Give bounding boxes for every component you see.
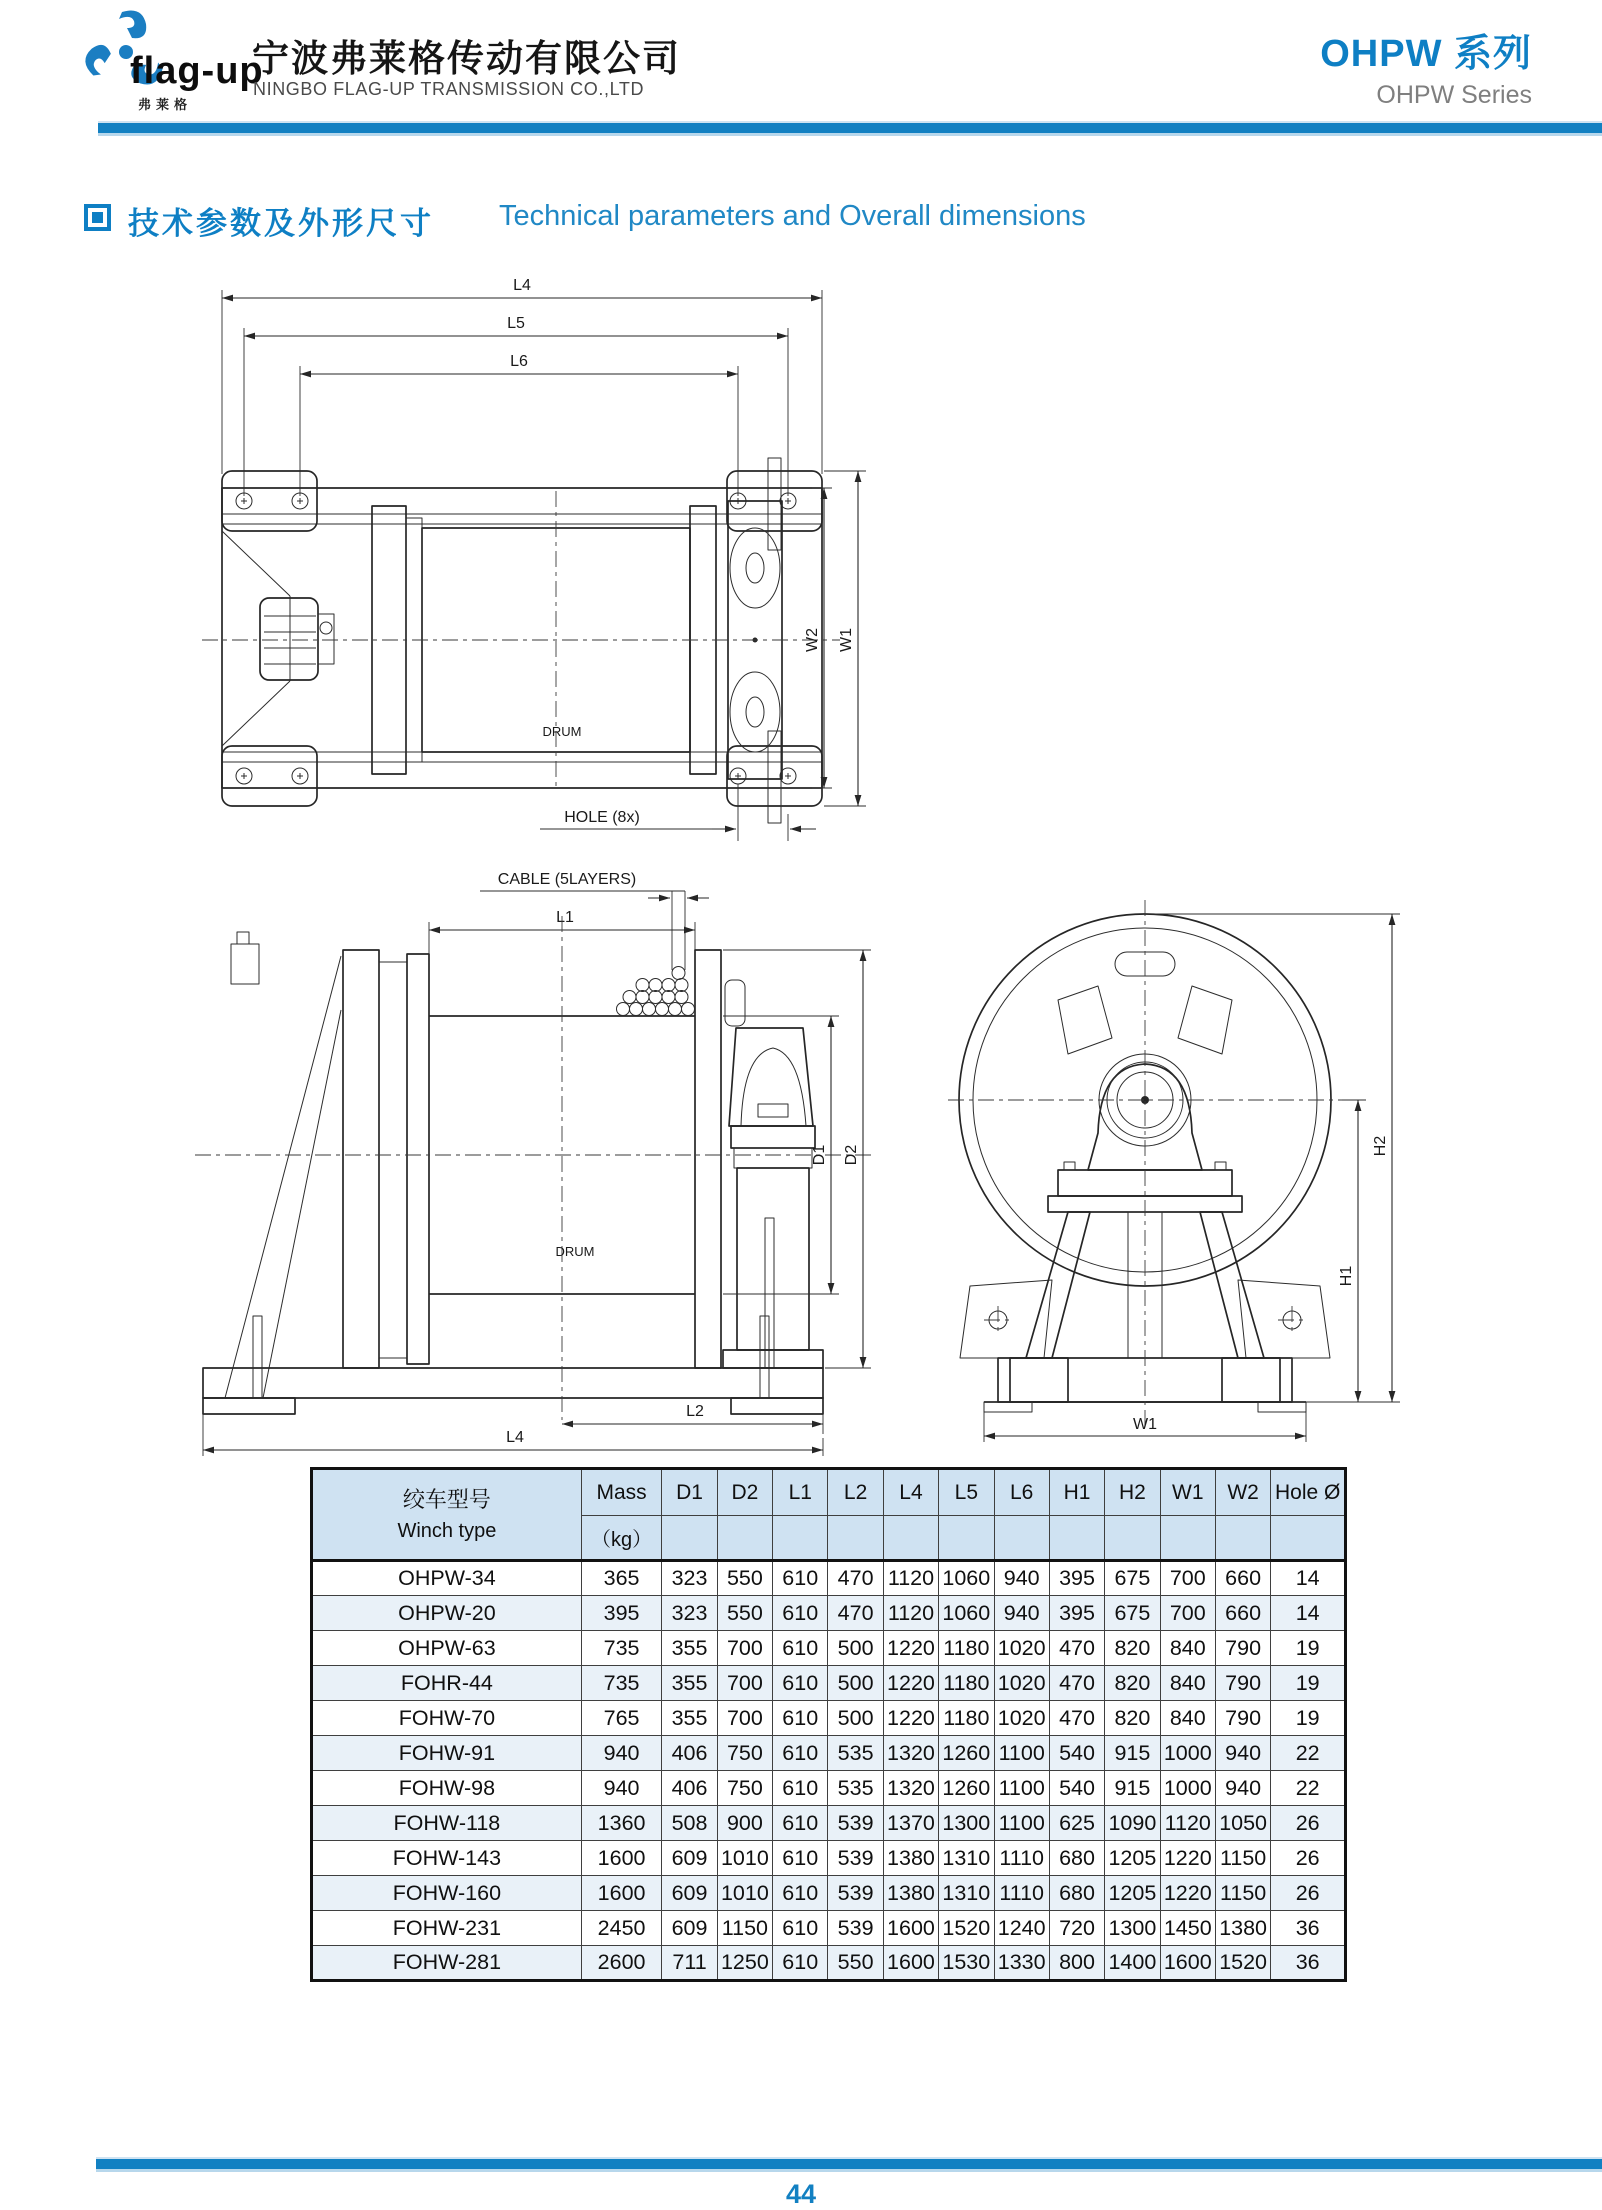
value-cell: 1120	[1160, 1806, 1215, 1841]
winch-type-cell: FOHW-118	[312, 1806, 582, 1841]
value-cell: 470	[828, 1596, 883, 1631]
value-cell: 1120	[883, 1596, 938, 1631]
table-row	[312, 1876, 1346, 1911]
value-cell: 680	[1049, 1841, 1104, 1876]
value-cell: 395	[581, 1596, 662, 1631]
value-cell: 900	[717, 1806, 772, 1841]
value-cell: 406	[662, 1736, 717, 1771]
value-cell: 323	[662, 1596, 717, 1631]
value-cell: 940	[994, 1596, 1049, 1631]
value-cell: 610	[773, 1701, 828, 1736]
value-cell: 1320	[883, 1736, 938, 1771]
dim-label-d1: D1	[811, 1144, 828, 1166]
company-logo	[60, 4, 270, 114]
value-cell: 660	[1215, 1561, 1270, 1596]
company-name-en: NINGBO FLAG-UP TRANSMISSION CO.,LTD	[253, 79, 645, 99]
table-body	[312, 1561, 1346, 1981]
dim-label-l5: L5	[507, 315, 525, 332]
col-header-mass: Mass	[581, 1469, 662, 1516]
table-row	[312, 1841, 1346, 1876]
end-view-height-dims	[1145, 914, 1400, 1402]
value-cell: 915	[1105, 1771, 1160, 1806]
value-cell: 610	[773, 1666, 828, 1701]
value-cell: 1060	[939, 1561, 994, 1596]
value-cell: 1300	[1105, 1911, 1160, 1946]
cable-callout	[480, 871, 709, 970]
value-cell: 1020	[994, 1631, 1049, 1666]
drum-label-side-view: DRUM	[555, 1244, 595, 1259]
logo-wordmark: flag-up	[130, 50, 264, 92]
value-cell: 355	[662, 1701, 717, 1736]
value-cell: 610	[773, 1736, 828, 1771]
value-cell: 26	[1271, 1841, 1346, 1876]
value-cell: 915	[1105, 1736, 1160, 1771]
value-cell: 1150	[1215, 1841, 1270, 1876]
value-cell: 500	[828, 1701, 883, 1736]
winch-type-cell: FOHW-98	[312, 1771, 582, 1806]
header-divider-bar	[98, 121, 1602, 136]
section-bullet-icon	[84, 204, 111, 231]
value-cell: 610	[773, 1911, 828, 1946]
value-cell: 1530	[939, 1946, 994, 1981]
value-cell: 1060	[939, 1596, 994, 1631]
value-cell: 470	[1049, 1666, 1104, 1701]
value-cell: 470	[828, 1561, 883, 1596]
page-number: 44	[785, 2179, 817, 2209]
value-cell: 1600	[1160, 1946, 1215, 1981]
value-cell: 940	[581, 1771, 662, 1806]
value-cell: 940	[581, 1736, 662, 1771]
value-cell: 675	[1105, 1596, 1160, 1631]
dim-label-l4: L4	[513, 277, 531, 294]
value-cell: 820	[1105, 1666, 1160, 1701]
side-view-drawing	[175, 858, 890, 1458]
col-header: D2	[717, 1469, 772, 1516]
col-header: L2	[828, 1469, 883, 1516]
dim-label-h1: H1	[1338, 1265, 1355, 1287]
value-cell: 675	[1105, 1561, 1160, 1596]
value-cell: 1330	[994, 1946, 1049, 1981]
value-cell: 1020	[994, 1666, 1049, 1701]
end-view-width-dim	[984, 1412, 1306, 1442]
dim-label-l4-side: L4	[506, 1429, 524, 1446]
value-cell: 406	[662, 1771, 717, 1806]
drum-label-top-view: DRUM	[542, 724, 582, 739]
value-cell: 539	[828, 1841, 883, 1876]
dim-label-w1-top: W1	[838, 628, 855, 652]
value-cell: 19	[1271, 1666, 1346, 1701]
value-cell: 610	[773, 1806, 828, 1841]
top-view-body	[222, 458, 822, 823]
value-cell: 1100	[994, 1771, 1049, 1806]
winch-type-cell: FOHW-143	[312, 1841, 582, 1876]
value-cell: 1010	[717, 1841, 772, 1876]
col-header: H2	[1105, 1469, 1160, 1516]
winch-type-header-cn: 绞车型号	[402, 1487, 491, 1512]
value-cell: 1220	[883, 1701, 938, 1736]
value-cell: 470	[1049, 1631, 1104, 1666]
table-row	[312, 1596, 1346, 1631]
value-cell: 1360	[581, 1806, 662, 1841]
value-cell: 765	[581, 1701, 662, 1736]
winch-type-cell: FOHW-281	[312, 1946, 582, 1981]
table-row	[312, 1771, 1346, 1806]
value-cell: 1250	[717, 1946, 772, 1981]
value-cell: 550	[717, 1596, 772, 1631]
value-cell: 1380	[1215, 1911, 1270, 1946]
logo-subtext: 弗莱格	[138, 97, 193, 112]
value-cell: 1150	[717, 1911, 772, 1946]
value-cell: 19	[1271, 1701, 1346, 1736]
value-cell: 1100	[994, 1806, 1049, 1841]
value-cell: 355	[662, 1666, 717, 1701]
value-cell: 1110	[994, 1841, 1049, 1876]
cable-stack	[617, 967, 695, 1016]
winch-type-cell: OHPW-20	[312, 1596, 582, 1631]
value-cell: 1110	[994, 1876, 1049, 1911]
value-cell: 36	[1271, 1946, 1346, 1981]
value-cell: 1220	[1160, 1876, 1215, 1911]
value-cell: 2450	[581, 1911, 662, 1946]
value-cell: 700	[717, 1631, 772, 1666]
side-view-length-dims	[203, 1403, 823, 1456]
value-cell: 625	[1049, 1806, 1104, 1841]
winch-type-cell: FOHR-44	[312, 1666, 582, 1701]
col-header: D1	[662, 1469, 717, 1516]
value-cell: 395	[1049, 1561, 1104, 1596]
value-cell: 800	[1049, 1946, 1104, 1981]
value-cell: 323	[662, 1561, 717, 1596]
value-cell: 14	[1271, 1596, 1346, 1631]
footer-divider-bar	[96, 2157, 1602, 2172]
value-cell: 790	[1215, 1631, 1270, 1666]
winch-type-cell: FOHW-231	[312, 1911, 582, 1946]
winch-type-cell: FOHW-160	[312, 1876, 582, 1911]
value-cell: 735	[581, 1631, 662, 1666]
dim-label-d2: D2	[843, 1144, 860, 1166]
value-cell: 395	[1049, 1596, 1104, 1631]
table-row	[312, 1911, 1346, 1946]
value-cell: 610	[773, 1561, 828, 1596]
winch-type-header-en: Winch type	[397, 1520, 497, 1542]
parameters-table	[310, 1467, 1347, 1982]
value-cell: 750	[717, 1771, 772, 1806]
winch-type-cell: FOHW-70	[312, 1701, 582, 1736]
value-cell: 840	[1160, 1631, 1215, 1666]
value-cell: 500	[828, 1666, 883, 1701]
value-cell: 1450	[1160, 1911, 1215, 1946]
value-cell: 790	[1215, 1666, 1270, 1701]
value-cell: 700	[1160, 1561, 1215, 1596]
table-row	[312, 1631, 1346, 1666]
value-cell: 1000	[1160, 1771, 1215, 1806]
top-view-width-dims	[804, 471, 866, 806]
value-cell: 535	[828, 1771, 883, 1806]
value-cell: 1205	[1105, 1876, 1160, 1911]
value-cell: 700	[717, 1701, 772, 1736]
col-header: L5	[939, 1469, 994, 1516]
value-cell: 539	[828, 1806, 883, 1841]
company-name-cn: 宁波弗莱格传动有限公司	[252, 38, 681, 79]
value-cell: 820	[1105, 1701, 1160, 1736]
value-cell: 540	[1049, 1771, 1104, 1806]
value-cell: 1260	[939, 1736, 994, 1771]
table-row	[312, 1666, 1346, 1701]
value-cell: 711	[662, 1946, 717, 1981]
value-cell: 1600	[581, 1841, 662, 1876]
value-cell: 840	[1160, 1701, 1215, 1736]
series-title-cn: OHPW 系列	[1320, 33, 1532, 75]
value-cell: 1150	[1215, 1876, 1270, 1911]
value-cell: 660	[1215, 1596, 1270, 1631]
col-header: L6	[994, 1469, 1049, 1516]
value-cell: 1310	[939, 1841, 994, 1876]
col-header: L1	[773, 1469, 828, 1516]
value-cell: 1000	[1160, 1736, 1215, 1771]
value-cell: 1600	[883, 1911, 938, 1946]
value-cell: 500	[828, 1631, 883, 1666]
top-view-dimensions	[222, 277, 822, 496]
value-cell: 1520	[1215, 1946, 1270, 1981]
winch-type-cell: OHPW-63	[312, 1631, 582, 1666]
value-cell: 1400	[1105, 1946, 1160, 1981]
value-cell: 355	[662, 1631, 717, 1666]
series-block	[1320, 22, 1532, 110]
value-cell: 1600	[581, 1876, 662, 1911]
value-cell: 26	[1271, 1876, 1346, 1911]
value-cell: 1370	[883, 1806, 938, 1841]
section-title-cn: 技术参数及外形尺寸	[128, 206, 434, 241]
winch-type-header	[312, 1469, 582, 1561]
table-row	[312, 1561, 1346, 1596]
hole-label: HOLE (8x)	[564, 809, 640, 826]
value-cell: 1090	[1105, 1806, 1160, 1841]
value-cell: 1300	[939, 1806, 994, 1841]
value-cell: 940	[1215, 1771, 1270, 1806]
value-cell: 1020	[994, 1701, 1049, 1736]
value-cell: 539	[828, 1911, 883, 1946]
value-cell: 1380	[883, 1876, 938, 1911]
value-cell: 700	[1160, 1596, 1215, 1631]
winch-type-cell: OHPW-34	[312, 1561, 582, 1596]
dim-label-l6: L6	[510, 353, 528, 370]
value-cell: 940	[1215, 1736, 1270, 1771]
dim-label-l1: L1	[556, 909, 574, 926]
winch-type-cell: FOHW-91	[312, 1736, 582, 1771]
value-cell: 940	[994, 1561, 1049, 1596]
col-header: W1	[1160, 1469, 1215, 1516]
value-cell: 750	[717, 1736, 772, 1771]
value-cell: 610	[773, 1596, 828, 1631]
value-cell: 790	[1215, 1701, 1270, 1736]
value-cell: 1010	[717, 1876, 772, 1911]
table-row	[312, 1736, 1346, 1771]
mounting-holes	[236, 493, 796, 784]
top-view-drawing	[172, 266, 872, 846]
value-cell: 680	[1049, 1876, 1104, 1911]
value-cell: 470	[1049, 1701, 1104, 1736]
value-cell: 1310	[939, 1876, 994, 1911]
value-cell: 1220	[1160, 1841, 1215, 1876]
value-cell: 36	[1271, 1911, 1346, 1946]
value-cell: 1205	[1105, 1841, 1160, 1876]
col-header: L4	[883, 1469, 938, 1516]
value-cell: 550	[717, 1561, 772, 1596]
value-cell: 610	[773, 1631, 828, 1666]
value-cell: 2600	[581, 1946, 662, 1981]
value-cell: 22	[1271, 1736, 1346, 1771]
value-cell: 365	[581, 1561, 662, 1596]
value-cell: 1100	[994, 1736, 1049, 1771]
value-cell: 610	[773, 1841, 828, 1876]
value-cell: 1180	[939, 1666, 994, 1701]
value-cell: 19	[1271, 1631, 1346, 1666]
col-header: H1	[1049, 1469, 1104, 1516]
value-cell: 610	[773, 1771, 828, 1806]
value-cell: 550	[828, 1946, 883, 1981]
value-cell: 1220	[883, 1631, 938, 1666]
value-cell: 1380	[883, 1841, 938, 1876]
value-cell: 1180	[939, 1701, 994, 1736]
value-cell: 720	[1049, 1911, 1104, 1946]
col-header-hole: Hole Ø	[1271, 1469, 1346, 1516]
value-cell: 535	[828, 1736, 883, 1771]
value-cell: 700	[717, 1666, 772, 1701]
value-cell: 26	[1271, 1806, 1346, 1841]
col-header: W2	[1215, 1469, 1270, 1516]
table-header	[312, 1469, 1346, 1561]
value-cell: 1240	[994, 1911, 1049, 1946]
value-cell: 508	[662, 1806, 717, 1841]
value-cell: 1180	[939, 1631, 994, 1666]
value-cell: 609	[662, 1841, 717, 1876]
value-cell: 1520	[939, 1911, 994, 1946]
dim-label-h2: H2	[1372, 1135, 1389, 1157]
value-cell: 540	[1049, 1736, 1104, 1771]
value-cell: 609	[662, 1911, 717, 1946]
value-cell: 1600	[883, 1946, 938, 1981]
value-cell: 820	[1105, 1631, 1160, 1666]
side-view-body	[203, 932, 823, 1414]
series-title-en: OHPW Series	[1376, 81, 1532, 109]
dim-label-w2: W2	[804, 628, 821, 652]
value-cell: 1260	[939, 1771, 994, 1806]
value-cell: 610	[773, 1876, 828, 1911]
section-title-en: Technical parameters and Overall dimensions	[499, 200, 1086, 232]
table-row	[312, 1806, 1346, 1841]
end-view-drawing	[940, 888, 1440, 1453]
value-cell: 610	[773, 1946, 828, 1981]
value-cell: 609	[662, 1876, 717, 1911]
dim-label-w1-end: W1	[1133, 1416, 1157, 1433]
value-cell: 1220	[883, 1666, 938, 1701]
value-cell: 539	[828, 1876, 883, 1911]
value-cell: 840	[1160, 1666, 1215, 1701]
value-cell: 1120	[883, 1561, 938, 1596]
value-cell: 22	[1271, 1771, 1346, 1806]
hole-callout	[540, 784, 816, 841]
table-row	[312, 1946, 1346, 1981]
table-row	[312, 1701, 1346, 1736]
value-cell: 1320	[883, 1771, 938, 1806]
dim-label-l2: L2	[686, 1403, 704, 1420]
value-cell: 1050	[1215, 1806, 1270, 1841]
value-cell: 735	[581, 1666, 662, 1701]
value-cell: 14	[1271, 1561, 1346, 1596]
cable-label: CABLE (5LAYERS)	[497, 871, 637, 888]
mass-unit-header: （kg）	[581, 1516, 662, 1561]
